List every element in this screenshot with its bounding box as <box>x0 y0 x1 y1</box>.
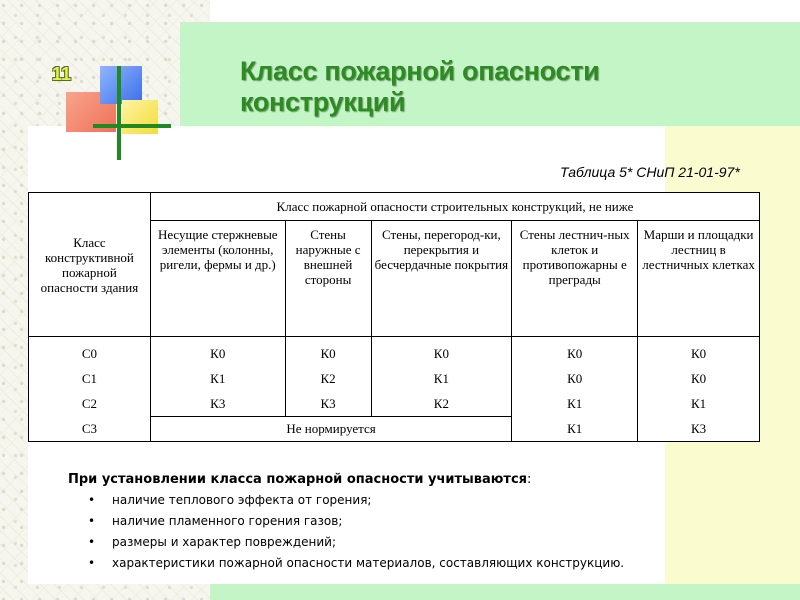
logo-vertical-line <box>117 66 121 160</box>
table-row <box>29 367 760 392</box>
list-item: • размеры и характер повреждений; <box>68 533 688 554</box>
table-row <box>29 417 760 442</box>
logo-horizontal-line <box>93 124 171 128</box>
bottom-bar <box>210 584 800 600</box>
not-normalized-cell: Не нормируется <box>150 417 511 442</box>
table-cell: К0 <box>371 337 512 367</box>
slide-number: 11 <box>52 64 72 84</box>
notes-list <box>68 491 688 575</box>
table-cell: С2 <box>29 392 151 417</box>
header-stairs: Марши и площадки лестниц в лестничных клетках <box>638 221 760 337</box>
logo-blue-square <box>100 66 142 104</box>
table-cell: К0 <box>512 337 638 367</box>
logo-yellow-square <box>122 100 158 134</box>
table-cell: К3 <box>150 392 285 417</box>
list-item: • наличие пламенного горения газов; <box>68 512 688 533</box>
table-cell: К0 <box>285 337 371 367</box>
table-cell: С0 <box>29 337 151 367</box>
table-cell: К3 <box>285 392 371 417</box>
header-partitions: Стены, перегород-ки, перекрытия и бесчердачные покрытия <box>371 221 512 337</box>
table-cell: К2 <box>285 367 371 392</box>
table-cell: К0 <box>638 367 760 392</box>
table-row <box>29 392 760 417</box>
header-load-bearing: Несущие стержневые элементы (колонны, ригели, фермы и др.) <box>150 221 285 337</box>
table-cell: К0 <box>638 337 760 367</box>
header-building-class: Класс конструктивной пожарной опасности здания <box>29 193 151 337</box>
table-cell: К1 <box>150 367 285 392</box>
table-cell: С3 <box>29 417 151 442</box>
fire-class-table <box>28 192 760 442</box>
table-cell: К0 <box>512 367 638 392</box>
table-cell: С1 <box>29 367 151 392</box>
table-cell: К1 <box>512 392 638 417</box>
table-cell: К1 <box>371 367 512 392</box>
header-exterior-walls: Стены наружные с внешней стороны <box>285 221 371 337</box>
page-title: Класс пожарной опасности конструкций <box>240 56 600 117</box>
table-cell: К2 <box>371 392 512 417</box>
list-item: • характеристики пожарной опасности материалов, составляющих конструкцию. <box>68 554 688 575</box>
list-item: • наличие теплового эффекта от горения; <box>68 491 688 512</box>
table-cell: К1 <box>638 392 760 417</box>
notes-title: При установлении класса пожарной опасности учитываются: <box>68 472 532 487</box>
table-cell: К3 <box>638 417 760 442</box>
table-cell: К1 <box>512 417 638 442</box>
header-group: Класс пожарной опасности строительных конструкций, не ниже <box>150 193 759 221</box>
table-reference: Таблица 5* СНиП 21-01-97* <box>560 164 740 180</box>
table-cell: К0 <box>150 337 285 367</box>
header-stairwell-walls: Стены лестнич-ных клеток и противопожарны е преграды <box>512 221 638 337</box>
table-row <box>29 337 760 367</box>
